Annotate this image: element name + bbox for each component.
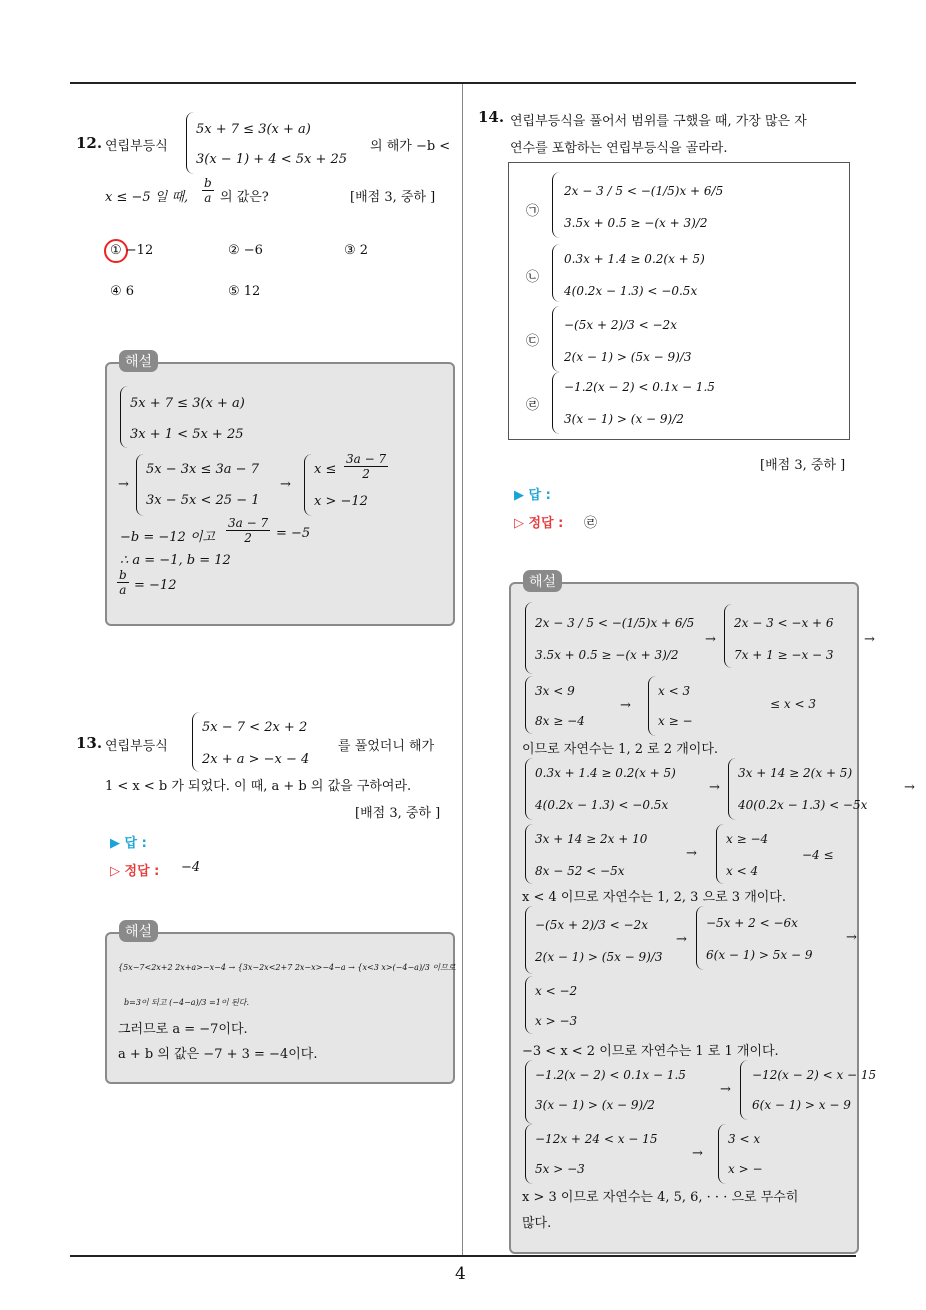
q12-frac: $\frac{b}{a}$ <box>204 176 212 205</box>
q12-sol-brace-2 <box>136 454 145 516</box>
q14-sol-g3a: −(5x + 2)/3 < −2x <box>535 918 648 932</box>
q14-sol-g2b: 4(0.2x − 1.3) < −0.5x <box>535 798 669 812</box>
page-number: 4 <box>455 1264 466 1284</box>
q12-score: [배점 3, 중하 ] <box>350 190 436 205</box>
q14-sol-g4a: −1.2(x − 2) < 0.1x − 1.5 <box>535 1068 686 1082</box>
bottom-rule <box>70 1255 856 1257</box>
q13-cont: 를 풀었더니 해가 <box>338 739 435 754</box>
q12-sol-l6b: = −12 <box>134 578 177 593</box>
q14-brace-4 <box>552 372 561 434</box>
q14-sol-r8b: x > −3 <box>535 1014 578 1028</box>
q14-sol-r11d: x > − <box>728 1162 763 1176</box>
q14-sol-brace-12 <box>525 1060 534 1124</box>
q14-item4-b: 3(x − 1) > (x − 9)/2 <box>564 412 684 426</box>
q12-sol-l6-frac: $\frac{b}{a}$ <box>119 568 127 597</box>
q14-sol-arrow-7: → <box>692 1146 703 1161</box>
q14-sol-r2-range: ≤ x < 3 <box>770 697 816 711</box>
q14-item3-a: −(5x + 2)/3 < −2x <box>564 318 677 332</box>
q14-sol-r1b: 7x + 1 ≥ −x − 3 <box>734 648 834 662</box>
q14-sol-g2a: 0.3x + 1.4 ≥ 0.2(x + 5) <box>535 766 676 780</box>
q12-sol-arrow-1: → <box>118 477 129 492</box>
q14-sol-r1a: 2x − 3 < −x + 6 <box>734 616 834 630</box>
q14-item2-b: 4(0.2x − 1.3) < −0.5x <box>564 284 698 298</box>
q12-intro: 연립부등식 <box>105 139 168 154</box>
q14-sol-brace-7 <box>525 824 534 884</box>
q14-sol-r13: 많다. <box>522 1216 552 1231</box>
q14-sol-r2c: x < 3 <box>658 684 691 698</box>
q12-sys2: 3(x − 1) + 4 < 5x + 25 <box>196 152 348 167</box>
q14-sol-arrow-6: → <box>720 1082 731 1097</box>
q12-sol-s1a: 5x + 7 ≤ 3(x + a) <box>130 396 245 411</box>
q14-sol-brace-4 <box>648 676 657 736</box>
q13-answer-label: ▶ 답 : <box>110 836 147 851</box>
q14-sol-brace-9 <box>525 906 534 974</box>
q13-score: [배점 3, 중하 ] <box>355 806 441 821</box>
q14-sol-r11b: 5x > −3 <box>535 1162 585 1176</box>
q13-sol-l3: 그러므로 a = −7이다. <box>118 1022 248 1037</box>
q12-sol-l5: ∴ a = −1, b = 12 <box>120 553 231 568</box>
q13-sol-small1: {5x−7<2x+2 2x+a>−x−4 → {3x−2x<2+7 2x−x>−4−a → {x<3 x>(−4−a)/3 이므로 <box>118 963 456 972</box>
q14-sol-brace-11 <box>525 976 534 1034</box>
q13-sys1: 5x − 7 < 2x + 2 <box>202 720 308 735</box>
q14-mark-2: ㉡ <box>526 270 540 285</box>
q13-number: 13. <box>76 734 103 752</box>
option-5[interactable]: ⑤ 12 <box>228 284 261 299</box>
q14-solution-tag: 해설 <box>523 570 562 592</box>
q14-correct-value: ㉣ <box>584 516 598 531</box>
q14-item4-a: −1.2(x − 2) < 0.1x − 1.5 <box>564 380 715 394</box>
q14-number: 14. <box>478 108 505 126</box>
q12-number: 12. <box>76 134 103 152</box>
q14-sol-brace-5 <box>525 758 534 820</box>
q13-sol-l4: a + b 의 값은 −7 + 3 = −4이다. <box>118 1047 318 1062</box>
q14-sol-r2a: 3x < 9 <box>535 684 575 698</box>
q13-intro: 연립부등식 <box>105 739 168 754</box>
q13-solution-tag: 해설 <box>119 920 158 942</box>
q14-sol-brace-10 <box>696 906 705 970</box>
q14-sol-r6: x < 4 이므로 자연수는 1, 2, 3 으로 3 개이다. <box>522 890 786 905</box>
q14-sol-g1b: 3.5x + 0.5 ≥ −(x + 3)/2 <box>535 648 679 662</box>
q12-solution-tag: 해설 <box>119 350 158 372</box>
q14-sol-g3b: 2(x − 1) > (5x − 9)/3 <box>535 950 663 964</box>
q14-sol-r5c: x ≥ −4 <box>726 832 769 846</box>
q12-sol-brace-3 <box>304 454 313 516</box>
q12-sol-arrow-2: → <box>280 477 291 492</box>
q12-sol-s2b: 3x − 5x < 25 − 1 <box>146 493 260 508</box>
q14-sol-arrow-1: → <box>705 632 716 647</box>
q14-sol-r11a: −12x + 24 < x − 15 <box>535 1132 658 1146</box>
q13-line2: 1 < x < b 가 되었다. 이 때, a + b 의 값을 구하여라. <box>105 779 412 794</box>
q14-line1: 연립부등식을 풀어서 범위를 구했을 때, 가장 많은 자 <box>510 114 807 129</box>
q14-sol-g4b: 3(x − 1) > (x − 9)/2 <box>535 1098 655 1112</box>
q14-sol-r11c: 3 < x <box>728 1132 761 1146</box>
q14-sol-r12: x > 3 이므로 자연수는 4, 5, 6, · · · 으로 무수히 <box>522 1190 799 1205</box>
q14-brace-1 <box>552 172 561 238</box>
q12-line2a: x ≤ −5 일 때, <box>105 190 189 205</box>
q14-sol-r4a: 3x + 14 ≥ 2(x + 5) <box>738 766 853 780</box>
option-1[interactable]: ① −12 <box>110 243 154 258</box>
q14-sol-r9: −3 < x < 2 이므로 자연수는 1 로 1 개이다. <box>522 1044 779 1059</box>
q14-sol-r5d: x < 4 <box>726 864 759 878</box>
q14-sol-brace-8 <box>716 824 725 884</box>
q14-sol-arrow-5: → <box>676 932 687 947</box>
q14-answer-label: ▶ 답 : <box>514 488 551 503</box>
q14-sol-r7b: 6(x − 1) > 5x − 9 <box>706 948 813 962</box>
q14-mark-3: ㉢ <box>526 334 540 349</box>
q14-brace-2 <box>552 244 561 302</box>
q13-correct-label: ▷ 정답 : <box>110 864 160 879</box>
q14-sol-g1a: 2x − 3 / 5 < −(1/5)x + 6/5 <box>535 616 695 630</box>
q14-mark-1: ㉠ <box>526 204 540 219</box>
q13-sys2: 2x + a > −x − 4 <box>202 752 310 767</box>
q12-cont: 의 해가 −b < <box>370 139 451 154</box>
q14-sol-arrow-3b: → <box>904 780 915 795</box>
q14-mark-4: ㉣ <box>526 398 540 413</box>
q14-sol-r7a: −5x + 2 < −6x <box>706 916 798 930</box>
q12-line2b: 의 값은? <box>220 190 269 205</box>
column-divider <box>462 84 463 1256</box>
q14-sol-brace-1 <box>525 602 534 674</box>
q14-item3-b: 2(x − 1) > (5x − 9)/3 <box>564 350 692 364</box>
q12-sol-s3b: x > −12 <box>314 494 368 509</box>
q14-sol-r2b: 8x ≥ −4 <box>535 714 585 728</box>
top-rule <box>70 82 856 84</box>
q13-correct-value: −4 <box>181 860 201 875</box>
q14-item1-a: 2x − 3 / 5 < −(1/5)x + 6/5 <box>564 184 724 198</box>
q14-sol-arrow-5b: → <box>846 930 857 945</box>
q14-sol-arrow-1b: → <box>864 632 875 647</box>
q14-item2-a: 0.3x + 1.4 ≥ 0.2(x + 5) <box>564 252 705 266</box>
q12-sol-l4-frac: $\frac{3a - 7}{2}$ <box>228 516 269 545</box>
q12-sol-s3a: x ≤ <box>314 462 337 477</box>
q13-sol-small2: b=3이 되고 (−4−a)/3 =1이 된다. <box>124 998 250 1007</box>
q14-sol-brace-2 <box>724 604 733 668</box>
q14-sol-r8a: x < −2 <box>535 984 578 998</box>
q14-score: [배점 3, 중하 ] <box>760 458 846 473</box>
q14-sol-brace-6 <box>728 758 737 820</box>
q14-sol-arrow-2: → <box>620 698 631 713</box>
q12-sol-l4b: = −5 <box>276 526 311 541</box>
q12-brace <box>186 112 195 174</box>
q12-sol-s2a: 5x − 3x ≤ 3a − 7 <box>146 462 259 477</box>
q14-line2: 연수를 포함하는 연립부등식을 골라라. <box>510 141 728 156</box>
q14-correct-label: ▷ 정답 : <box>514 516 564 531</box>
q14-sol-arrow-3: → <box>709 780 720 795</box>
q14-sol-r5b: 8x − 52 < −5x <box>535 864 625 878</box>
q14-sol-r5a: 3x + 14 ≥ 2x + 10 <box>535 832 648 846</box>
q12-sol-brace-1 <box>120 386 129 448</box>
q14-sol-r4b: 40(0.2x − 1.3) < −5x <box>738 798 868 812</box>
q14-sol-brace-15 <box>718 1124 727 1184</box>
q14-sol-r3: 이므로 자연수는 1, 2 로 2 개이다. <box>522 742 719 757</box>
q14-brace-3 <box>552 306 561 372</box>
q14-sol-r10b: 6(x − 1) > x − 9 <box>752 1098 851 1112</box>
option-2[interactable]: ② −6 <box>228 243 263 258</box>
option-4[interactable]: ④ 6 <box>110 284 135 299</box>
q14-sol-arrow-4: → <box>686 846 697 861</box>
q14-sol-r5e: −4 ≤ <box>802 848 834 862</box>
q12-sol-l4a: −b = −12 이고 <box>120 530 216 545</box>
q14-item1-b: 3.5x + 0.5 ≥ −(x + 3)/2 <box>564 216 708 230</box>
q12-sol-s3a-frac: $\frac{3a - 7}{2}$ <box>346 452 387 481</box>
q14-sol-r10a: −12(x − 2) < x − 15 <box>752 1068 877 1082</box>
q12-sol-s1b: 3x + 1 < 5x + 25 <box>130 427 244 442</box>
q14-sol-r2d: x ≥ − <box>658 714 693 728</box>
q13-brace <box>192 712 201 772</box>
q14-sol-brace-13 <box>740 1060 749 1120</box>
q14-sol-brace-3 <box>525 676 534 734</box>
q14-sol-brace-14 <box>525 1124 534 1184</box>
q12-sys1: 5x + 7 ≤ 3(x + a) <box>196 122 311 137</box>
option-3[interactable]: ③ 2 <box>344 243 369 258</box>
